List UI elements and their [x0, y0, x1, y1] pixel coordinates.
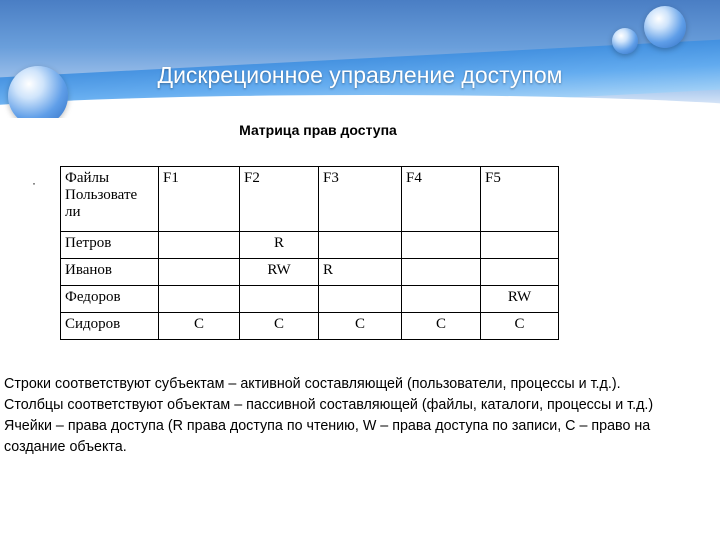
table-cell: [402, 259, 481, 286]
description-line: Строки соответствуют субъектам – активной составляющей (пользователи, процессы и т.д.).: [4, 376, 621, 392]
table-cell: [159, 286, 240, 313]
table-cell: R: [240, 232, 319, 259]
access-matrix-table: [60, 166, 559, 340]
matrix-caption: Матрица прав доступа: [239, 122, 397, 138]
column-header: F4: [402, 167, 481, 232]
column-header: F1: [159, 167, 240, 232]
table-row: [61, 232, 559, 259]
header-banner: [0, 0, 720, 118]
table-cell: R: [319, 259, 402, 286]
corner-label-users-2: ли: [65, 204, 81, 220]
table-row: [61, 313, 559, 340]
corner-label-files: Файлы: [65, 170, 110, 186]
table-cell: RW: [481, 286, 559, 313]
row-header: Петров: [61, 232, 159, 259]
bullet-mark: ·: [32, 176, 36, 190]
table-cell: C: [240, 313, 319, 340]
row-header: Федоров: [61, 286, 159, 313]
slide-title: Дискреционное управление доступом: [157, 62, 563, 88]
table-cell: C: [319, 313, 402, 340]
decorative-orb-top-right: [644, 6, 686, 48]
description-line: Столбцы соответствуют объектам – пассивной составляющей (файлы, каталоги, процессы и т.д.): [4, 397, 654, 413]
table-cell: [159, 232, 240, 259]
table-cell: [481, 232, 559, 259]
table-row: [61, 286, 559, 313]
row-header: Сидоров: [61, 313, 159, 340]
table-cell: C: [481, 313, 559, 340]
table-cell: C: [159, 313, 240, 340]
table-cell: [240, 286, 319, 313]
table-cell: [159, 259, 240, 286]
table-cell: [481, 259, 559, 286]
description-line: создание объекта.: [4, 439, 127, 455]
table-cell: RW: [240, 259, 319, 286]
table-row: [61, 259, 559, 286]
column-header: F3: [319, 167, 402, 232]
row-header: Иванов: [61, 259, 159, 286]
table-cell: [402, 232, 481, 259]
column-header: F2: [240, 167, 319, 232]
description-text: [4, 374, 720, 458]
banner-wave: [0, 95, 720, 118]
table-cell: C: [402, 313, 481, 340]
corner-cell: [61, 167, 159, 232]
description-line: Ячейки – права доступа (R права доступа по чтению, W – права доступа по записи, С – право на: [4, 418, 651, 434]
table-cell: [319, 232, 402, 259]
table-cell: [319, 286, 402, 313]
corner-label-users-1: Пользовате: [65, 187, 138, 203]
table-cell: [402, 286, 481, 313]
table-header-row: [61, 167, 559, 232]
decorative-orb-small: [612, 28, 638, 54]
column-header: F5: [481, 167, 559, 232]
